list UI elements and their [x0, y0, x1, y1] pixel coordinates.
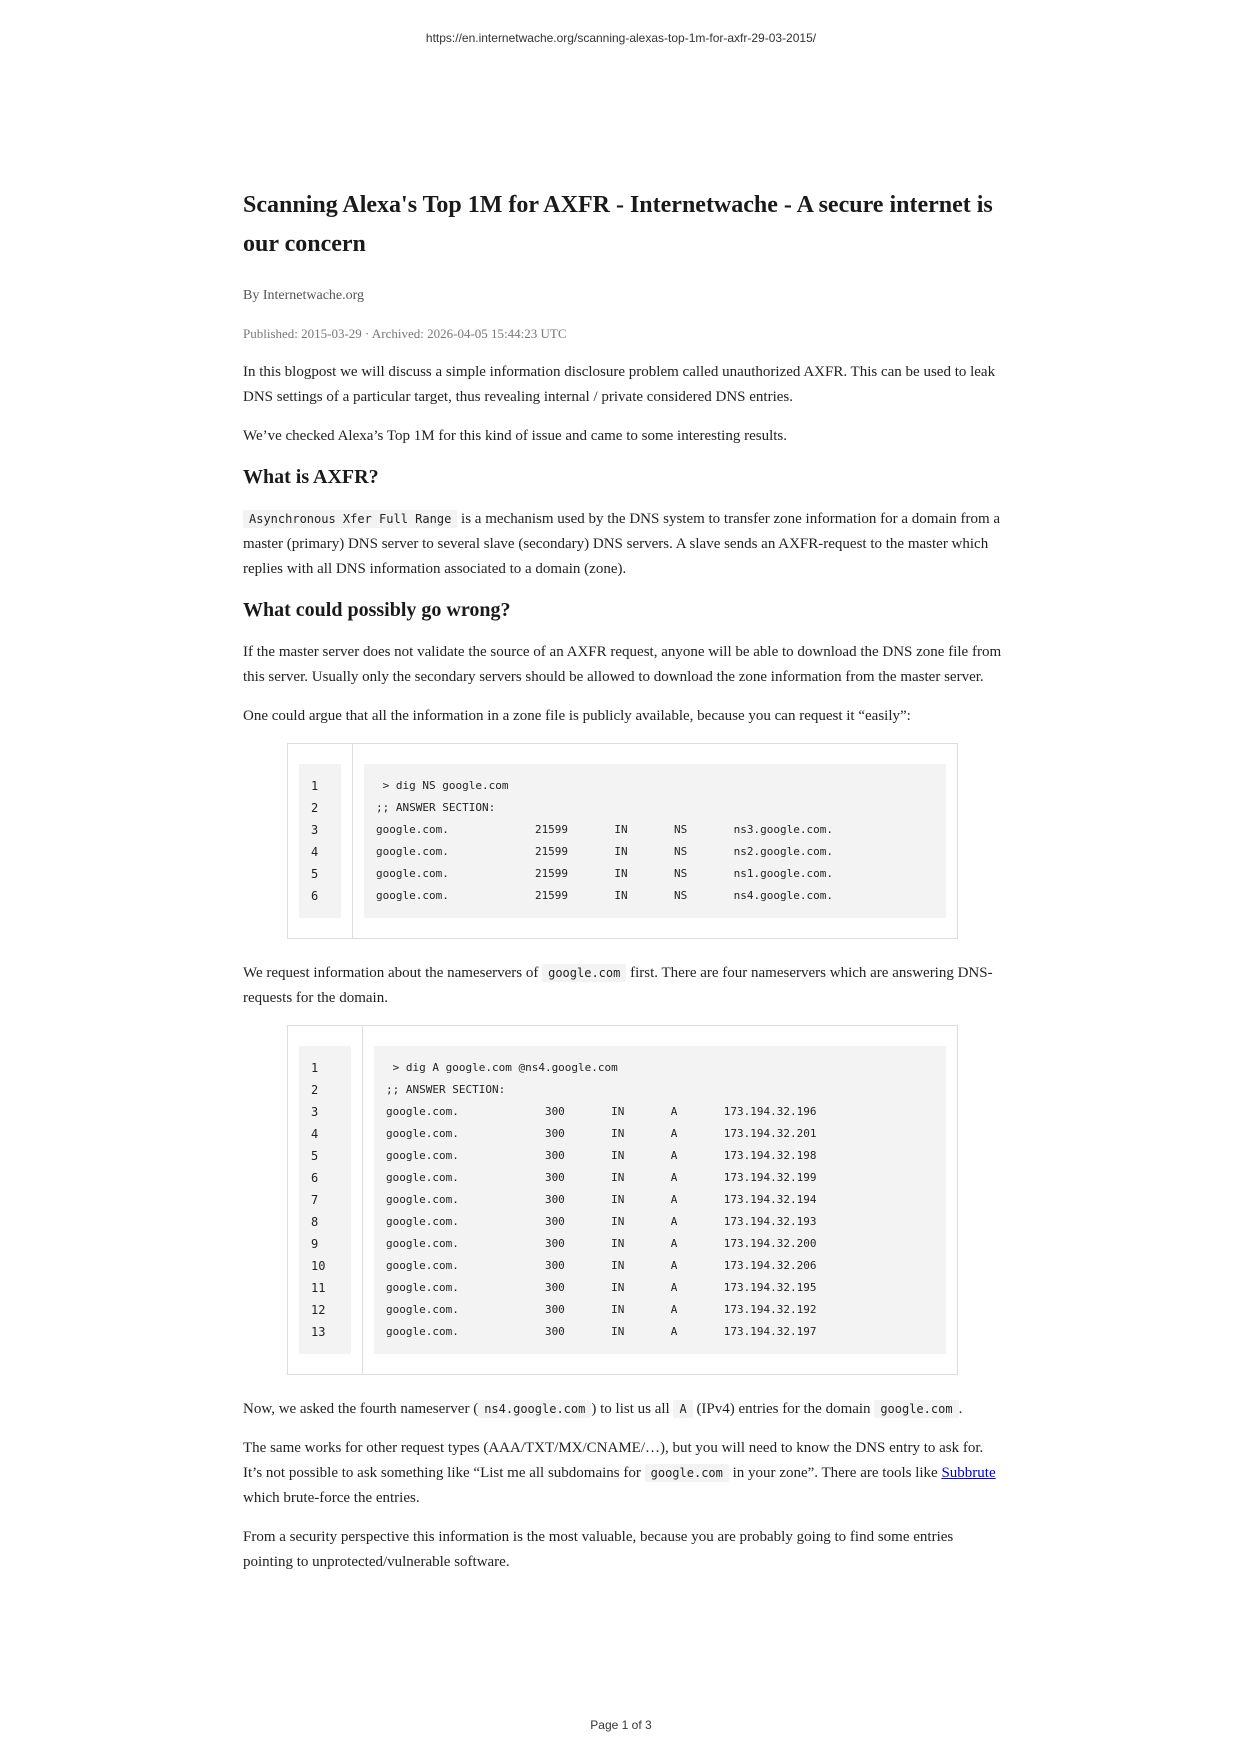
line-number: 2	[311, 1083, 319, 1097]
line-number: 2	[311, 801, 319, 815]
code-block-dig-a	[287, 1025, 958, 1375]
code-line: > dig A google.com @ns4.google.com	[386, 1061, 618, 1074]
publish-meta: Published: 2015-03-29 · Archived: 2026-04-05 15:44:23 UTC	[243, 326, 567, 341]
code-block-dig-ns	[287, 743, 958, 939]
code-line: google.com. 300 IN A 173.194.32.199	[386, 1171, 817, 1184]
inline-code-ns4: ns4.google.com	[478, 1400, 591, 1418]
line-number: 1	[311, 779, 319, 793]
code-line: google.com. 300 IN A 173.194.32.201	[386, 1127, 817, 1140]
line-number: 5	[311, 1149, 319, 1163]
line-number-gutter	[288, 744, 353, 938]
inline-code-google-com: google.com	[874, 1400, 958, 1418]
line-number: 3	[311, 1105, 319, 1119]
code-line: google.com. 300 IN A 173.194.32.193	[386, 1215, 817, 1228]
line-number-gutter	[288, 1026, 363, 1374]
line-numbers	[299, 764, 341, 918]
code-lines	[374, 1046, 946, 1354]
other-request-types-paragraph	[243, 1436, 1003, 1511]
code-line: ;; ANSWER SECTION:	[376, 801, 496, 814]
text-fragment: which brute-force the entries.	[243, 1490, 420, 1506]
page-url: https://en.internetwache.org/scanning-alexas-top-1m-for-axfr-29-03-2015/	[425, 31, 817, 45]
code-lines	[364, 764, 946, 918]
inline-code-axfr: Asynchronous Xfer Full Range	[243, 510, 457, 528]
line-number: 11	[311, 1281, 326, 1295]
intro-paragraph-2: We’ve checked Alexa’s Top 1M for this kind of issue and came to some interesting results.	[243, 428, 788, 444]
line-numbers	[299, 1046, 351, 1354]
code-line: google.com. 300 IN A 173.194.32.194	[386, 1193, 817, 1206]
line-number: 6	[311, 889, 319, 903]
text-fragment: .	[958, 1401, 963, 1417]
article-title: Scanning Alexa's Top 1M for AXFR - Internetwache - A secure internet is our concern	[243, 192, 993, 257]
text-fragment: The same works for other request types (AAA/TXT/MX/CNAME/…), but you will need to know the DNS entry to ask for. It’s not possible to ask something like “List me all subdomains for	[243, 1440, 984, 1481]
article	[243, 186, 1003, 1589]
heading-what-is-axfr: What is AXFR?	[243, 466, 379, 488]
nameserver-text-2: first. There are four nameservers which are answering DNS-requests for the domain.	[243, 965, 993, 1006]
heading-what-could-go-wrong: What could possibly go wrong?	[243, 599, 511, 621]
line-number: 1	[311, 1061, 319, 1075]
line-number: 6	[311, 1171, 319, 1185]
code-cell	[353, 744, 957, 938]
axfr-definition	[243, 507, 1003, 582]
code-line: google.com. 300 IN A 173.194.32.192	[386, 1303, 817, 1316]
line-number: 9	[311, 1237, 319, 1251]
subbrute-link[interactable]: Subbrute	[941, 1465, 996, 1481]
security-paragraph: From a security perspective this information is the most valuable, because you are probably going to find some entries pointing to unprotected/vulnerable software.	[243, 1529, 954, 1570]
code-line: google.com. 21599 IN NS ns2.google.com.	[376, 845, 833, 858]
wrong-paragraph-1: If the master server does not validate the source of an AXFR request, anyone will be able to download the DNS zone file from this server. Usually only the secondary servers should be allowed to download the zone information from the master server.	[243, 644, 1002, 685]
intro-paragraph-1: In this blogpost we will discuss a simple information disclosure problem called unauthorized AXFR. This can be used to leak DNS settings of a particular target, thus revealing internal / private considered DNS entries.	[243, 364, 996, 405]
nameserver-paragraph	[243, 961, 1003, 1011]
code-line: google.com. 300 IN A 173.194.32.197	[386, 1325, 817, 1338]
text-fragment: in your zone”. There are tools like	[728, 1465, 942, 1481]
line-number: 5	[311, 867, 319, 881]
wrong-paragraph-2: One could argue that all the information in a zone file is publicly available, because you can request it “easily”:	[243, 708, 911, 724]
code-cell	[363, 1026, 957, 1374]
line-number: 13	[311, 1325, 326, 1339]
code-line: google.com. 300 IN A 173.194.32.195	[386, 1281, 817, 1294]
line-number: 12	[311, 1303, 326, 1317]
code-line: google.com. 300 IN A 173.194.32.206	[386, 1259, 817, 1272]
line-number: 3	[311, 823, 319, 837]
text-fragment: ) to list us all	[591, 1401, 674, 1417]
code-line: > dig NS google.com	[376, 779, 509, 792]
byline: By Internetwache.org	[243, 288, 365, 303]
line-number: 8	[311, 1215, 319, 1229]
code-line: google.com. 21599 IN NS ns4.google.com.	[376, 889, 833, 902]
line-number: 4	[311, 845, 319, 859]
inline-code-google-com: google.com	[542, 964, 626, 982]
code-line: google.com. 21599 IN NS ns1.google.com.	[376, 867, 833, 880]
fourth-nameserver-paragraph	[243, 1397, 1003, 1422]
line-number: 4	[311, 1127, 319, 1141]
line-number: 7	[311, 1193, 319, 1207]
code-line: google.com. 300 IN A 173.194.32.196	[386, 1105, 817, 1118]
line-number: 10	[311, 1259, 326, 1273]
code-line: google.com. 21599 IN NS ns3.google.com.	[376, 823, 833, 836]
text-fragment: Now, we asked the fourth nameserver (	[243, 1401, 479, 1417]
code-line: google.com. 300 IN A 173.194.32.198	[386, 1149, 817, 1162]
inline-code-google-com: google.com	[645, 1464, 729, 1482]
inline-code-a-record: A	[673, 1400, 692, 1418]
axfr-definition-text: is a mechanism used by the DNS system to transfer zone information for a domain from a master (primary) DNS server to several slave (secondary) DNS servers. A slave sends an AXFR-request to the master which replies with all DNS information associated to a domain (zone).	[243, 511, 1001, 577]
text-fragment: (IPv4) entries for the domain	[692, 1401, 875, 1417]
nameserver-text-1: We request information about the nameservers of	[243, 965, 543, 981]
code-line: google.com. 300 IN A 173.194.32.200	[386, 1237, 817, 1250]
code-line: ;; ANSWER SECTION:	[386, 1083, 506, 1096]
page-number: Page 1 of 3	[590, 1718, 652, 1732]
